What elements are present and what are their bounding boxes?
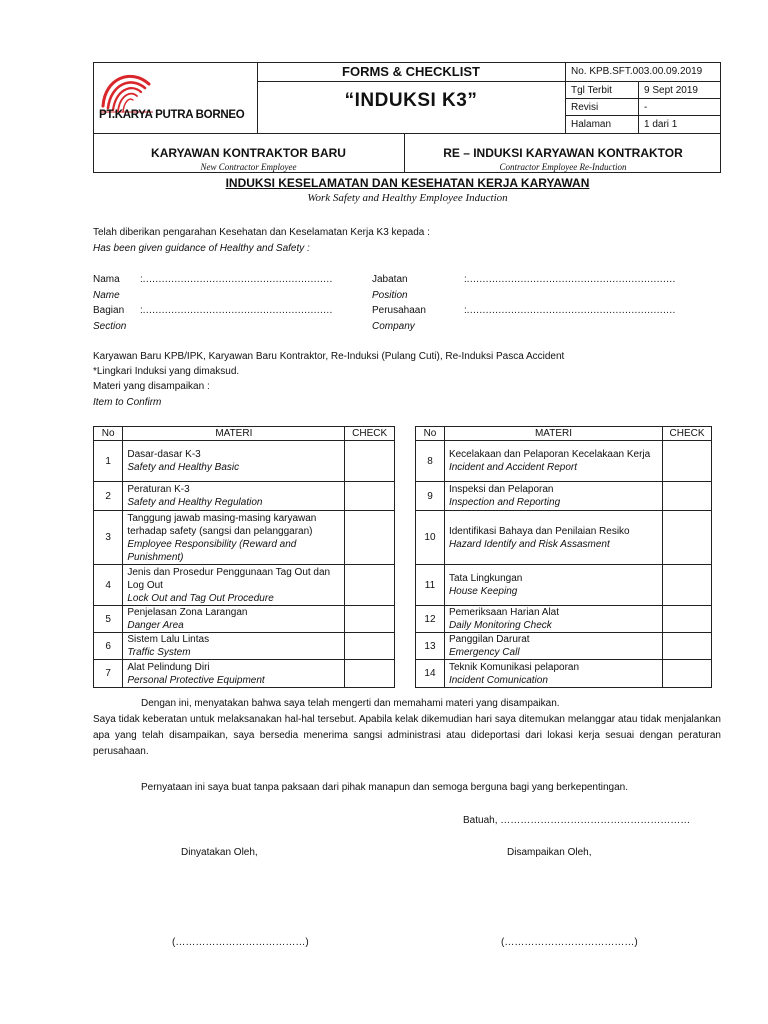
declared-by-signature-line[interactable]: (…………………………………) <box>172 937 309 948</box>
position-label-en: Position <box>372 290 408 301</box>
perusahaan-label: Perusahaan <box>372 305 426 316</box>
item-number: 7 <box>94 660 123 688</box>
statement-p2: Saya tidak keberatan untuk melaksanakan hal-hal tersebut. Apabila kelak dikemudian hari saya ditemukan melanggar atau tidak menjalankan apa yang telah disampaikan, saya bersedia menerima sangsi administrasi atau dideportasi dari lokasi kerja sesuai dengan peraturan perusahaan. <box>93 714 721 757</box>
item-number: 6 <box>94 633 123 660</box>
table-row <box>94 511 395 565</box>
induction-types[interactable]: Karyawan Baru KPB/IPK, Karyawan Baru Kontraktor, Re-Induksi (Pulang Cuti), Re-Induksi Pasca Accident <box>93 351 565 362</box>
materi-en: Danger Area <box>127 620 184 631</box>
check-box[interactable] <box>345 660 395 688</box>
page-subtitle: Work Safety and Healthy Employee Induction <box>307 192 508 204</box>
col-check: CHECK <box>663 427 712 441</box>
materi-en: Incident and Accident Report <box>448 462 577 473</box>
item-materi <box>444 482 662 511</box>
item-number: 5 <box>94 606 123 633</box>
table-row <box>416 565 712 606</box>
item-number: 12 <box>416 606 445 633</box>
table-row <box>94 660 395 688</box>
table-row <box>94 606 395 633</box>
col-no: No <box>94 427 123 441</box>
tgl-terbit-row <box>565 82 721 99</box>
materi-id: Alat Pelindung Diri <box>127 661 210 673</box>
item-number: 11 <box>416 565 445 606</box>
item-materi <box>444 565 662 606</box>
check-box[interactable] <box>663 441 712 482</box>
jabatan-field[interactable]: :………………………………………………………… <box>464 274 676 285</box>
declared-by-label: Dinyatakan Oleh, <box>181 847 258 858</box>
perusahaan-field[interactable]: :………………………………………………………… <box>464 305 676 316</box>
new-contractor-title: KARYAWAN KONTRAKTOR BARU <box>151 146 346 160</box>
check-box[interactable] <box>345 606 395 633</box>
item-materi <box>444 633 662 660</box>
materi-en: House Keeping <box>448 586 518 597</box>
delivered-by-label: Disampaikan Oleh, <box>507 847 592 858</box>
circle-instruction: *Lingkari Induksi yang dimaksud. <box>93 366 240 377</box>
item-number: 8 <box>416 441 445 482</box>
re-induction-subtitle: Contractor Employee Re-Induction <box>499 162 627 172</box>
materi-en: Inspection and Reporting <box>448 497 561 508</box>
intro-text: Telah diberikan pengarahan Kesehatan dan Keselamatan Kerja K3 kepada : <box>93 227 430 238</box>
item-number: 4 <box>94 565 123 606</box>
item-number: 14 <box>416 660 445 688</box>
doc-number-row <box>565 62 721 82</box>
materi-table-left <box>93 426 395 688</box>
item-number: 2 <box>94 482 123 511</box>
check-box[interactable] <box>663 606 712 633</box>
intro-text-en: Has been given guidance of Healthy and Safety : <box>93 243 310 254</box>
materi-id: Teknik Komunikasi pelaporan <box>448 661 580 673</box>
new-contractor-subtitle: New Contractor Employee <box>200 162 297 172</box>
item-number: 13 <box>416 633 445 660</box>
item-materi <box>444 511 662 565</box>
section-label-en: Section <box>93 321 127 332</box>
materi-id: Tata Lingkungan <box>448 573 523 584</box>
item-materi <box>123 482 345 511</box>
materi-id: Identifikasi Bahaya dan Penilaian Resiko <box>448 525 630 537</box>
halaman-row <box>565 116 721 133</box>
item-materi <box>444 660 662 688</box>
materi-en: Employee Responsibility (Reward and Punishment) <box>127 538 297 563</box>
materi-id: Panggilan Darurat <box>448 634 530 645</box>
materi-en: Lock Out and Tag Out Procedure <box>127 592 274 604</box>
materi-id: Tanggung jawab masing-masing karyawan terhadap safety (sangsi dan pelanggaran) <box>127 512 317 537</box>
materi-en: Traffic System <box>127 647 191 658</box>
materi-id: Penjelasan Zona Larangan <box>127 607 248 618</box>
item-number: 1 <box>94 441 123 482</box>
table-row <box>94 441 395 482</box>
check-box[interactable] <box>663 565 712 606</box>
check-box[interactable] <box>345 482 395 511</box>
materi-id: Inspeksi dan Pelaporan <box>448 484 554 495</box>
check-box[interactable] <box>663 511 712 565</box>
table-row <box>416 511 712 565</box>
item-number: 10 <box>416 511 445 565</box>
table-header-row <box>94 427 395 441</box>
bagian-label: Bagian <box>93 305 125 316</box>
item-materi <box>123 633 345 660</box>
company-name: PT.KARYA PUTRA BORNEO <box>99 109 245 121</box>
materi-en: Safety and Healthy Regulation <box>127 497 263 508</box>
revisi-label: Revisi <box>571 102 599 113</box>
materi-en: Safety and Healthy Basic <box>127 462 240 473</box>
check-box[interactable] <box>345 565 395 606</box>
materi-en: Hazard Identify and Risk Assasment <box>448 538 610 550</box>
materi-en: Emergency Call <box>448 647 520 658</box>
statement-p1: Dengan ini, menyatakan bahwa saya telah mengerti dan memahami materi yang disampaikan. <box>141 698 560 709</box>
check-box[interactable] <box>345 633 395 660</box>
materi-table-right <box>415 426 712 688</box>
table-row <box>94 482 395 511</box>
item-number: 9 <box>416 482 445 511</box>
logo-arcs-icon <box>93 62 257 133</box>
revisi-row <box>565 99 721 116</box>
table-row <box>416 441 712 482</box>
check-box[interactable] <box>345 441 395 482</box>
check-box[interactable] <box>663 633 712 660</box>
revisi-value: - <box>644 102 648 113</box>
doc-number: No. KPB.SFT.003.00.09.2019 <box>571 66 703 77</box>
nama-field[interactable]: :…………………………………………………… <box>140 274 333 285</box>
halaman-label: Halaman <box>571 119 612 130</box>
item-materi <box>444 606 662 633</box>
col-materi: MATERI <box>444 427 662 441</box>
company-label-en: Company <box>372 321 415 332</box>
table-row <box>94 565 395 606</box>
page-title: INDUKSI KESELAMATAN DAN KESEHATAN KERJA KARYAWAN <box>225 176 590 190</box>
table-row <box>416 482 712 511</box>
materi-en: Incident Comunication <box>448 674 548 686</box>
forms-checklist-label: FORMS & CHECKLIST <box>257 62 565 82</box>
check-box[interactable] <box>663 660 712 688</box>
check-box[interactable] <box>663 482 712 511</box>
company-logo <box>93 62 257 133</box>
materi-id: Peraturan K-3 <box>127 484 190 495</box>
col-check: CHECK <box>345 427 395 441</box>
item-materi <box>444 441 662 482</box>
tgl-terbit-label: Tgl Terbit <box>571 85 612 96</box>
materi-id: Jenis dan Prosedur Penggunaan Tag Out dan Log Out <box>127 566 331 591</box>
halaman-value: 1 dari 1 <box>644 119 678 130</box>
tgl-terbit-value: 9 Sept 2019 <box>644 85 698 96</box>
place-date-field[interactable]: Batuah, ………………………………………………… <box>463 815 691 826</box>
materi-id: Sistem Lalu Lintas <box>127 634 210 645</box>
materi-en: Daily Monitoring Check <box>448 620 552 631</box>
materi-en: Personal Protective Equipment <box>127 674 265 686</box>
table-row <box>94 633 395 660</box>
bagian-field[interactable]: :…………………………………………………… <box>140 305 333 316</box>
table-row <box>416 660 712 688</box>
re-induction-title: RE – INDUKSI KARYAWAN KONTRAKTOR <box>443 146 683 160</box>
materi-id: Dasar-dasar K-3 <box>127 449 201 460</box>
form-title: “INDUKSI K3” <box>344 90 478 111</box>
check-box[interactable] <box>345 511 395 565</box>
materi-id: Kecelakaan dan Pelaporan Kecelakaan Kerja <box>448 449 651 460</box>
item-number: 3 <box>94 511 123 565</box>
item-materi <box>123 511 345 565</box>
item-materi <box>123 441 345 482</box>
table-header-row <box>416 427 712 441</box>
header-divider <box>93 133 721 134</box>
col-no: No <box>416 427 445 441</box>
materi-id: Pemeriksaan Harian Alat <box>448 607 560 618</box>
item-materi <box>123 565 345 606</box>
delivered-by-signature-line[interactable]: (…………………………………) <box>501 937 638 948</box>
table-row <box>416 606 712 633</box>
item-to-confirm-label: Item to Confirm <box>93 397 162 408</box>
statement-p3: Pernyataan ini saya buat tanpa paksaan dari pihak manapun dan semoga berguna bagi yang berkepentingan. <box>141 782 629 793</box>
jabatan-label: Jabatan <box>372 274 408 285</box>
item-materi <box>123 660 345 688</box>
table-row <box>416 633 712 660</box>
col-materi: MATERI <box>123 427 345 441</box>
name-label-en: Name <box>93 290 120 301</box>
item-materi <box>123 606 345 633</box>
materi-label: Materi yang disampaikan : <box>93 381 210 392</box>
nama-label: Nama <box>93 274 120 285</box>
